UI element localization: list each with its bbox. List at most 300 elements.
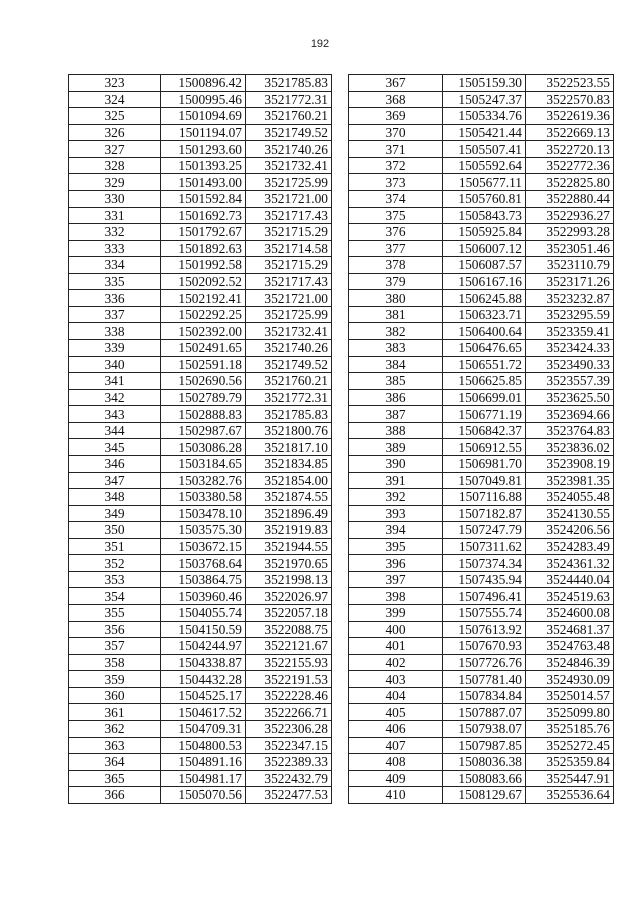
table-row [69,671,332,688]
x-coordinate-cell: 1505421.44 [443,124,526,141]
right-coordinate-table [348,74,614,804]
point-id-cell: 367 [349,75,443,92]
x-coordinate-cell: 1503282.76 [161,472,246,489]
x-coordinate-cell: 1504709.31 [161,720,246,737]
x-coordinate-cell: 1502292.25 [161,306,246,323]
table-row [69,505,332,522]
y-coordinate-cell: 3523625.50 [526,389,614,406]
point-id-cell: 372 [349,157,443,174]
table-row [349,224,614,241]
point-id-cell: 409 [349,770,443,787]
x-coordinate-cell: 1504891.16 [161,754,246,771]
x-coordinate-cell: 1502392.00 [161,323,246,340]
point-id-cell: 323 [69,75,161,92]
y-coordinate-cell: 3521715.29 [246,224,332,241]
point-id-cell: 344 [69,422,161,439]
table-row [349,571,614,588]
y-coordinate-cell: 3521749.52 [246,124,332,141]
x-coordinate-cell: 1503380.58 [161,489,246,506]
table-row [349,638,614,655]
point-id-cell: 393 [349,505,443,522]
table-row [349,157,614,174]
y-coordinate-cell: 3522389.33 [246,754,332,771]
point-id-cell: 361 [69,704,161,721]
table-row [69,290,332,307]
y-coordinate-cell: 3524283.49 [526,538,614,555]
table-row [69,240,332,257]
table-row [69,75,332,92]
y-coordinate-cell: 3523490.33 [526,356,614,373]
point-id-cell: 378 [349,257,443,274]
table-row [69,654,332,671]
x-coordinate-cell: 1507496.41 [443,588,526,605]
x-coordinate-cell: 1503086.28 [161,439,246,456]
y-coordinate-cell: 3521725.99 [246,174,332,191]
x-coordinate-cell: 1503478.10 [161,505,246,522]
y-coordinate-cell: 3523424.33 [526,340,614,357]
table-row [69,224,332,241]
table-row [349,323,614,340]
point-id-cell: 375 [349,207,443,224]
y-coordinate-cell: 3522477.53 [246,787,332,804]
x-coordinate-cell: 1502491.65 [161,340,246,357]
y-coordinate-cell: 3521732.41 [246,157,332,174]
point-id-cell: 396 [349,555,443,572]
x-coordinate-cell: 1500896.42 [161,75,246,92]
y-coordinate-cell: 3522880.44 [526,190,614,207]
y-coordinate-cell: 3521717.43 [246,207,332,224]
table-row [69,439,332,456]
y-coordinate-cell: 3524130.55 [526,505,614,522]
x-coordinate-cell: 1507670.93 [443,638,526,655]
table-row [69,588,332,605]
x-coordinate-cell: 1508083.66 [443,770,526,787]
point-id-cell: 365 [69,770,161,787]
table-row [69,787,332,804]
x-coordinate-cell: 1504244.97 [161,638,246,655]
y-coordinate-cell: 3522228.46 [246,687,332,704]
table-row [349,306,614,323]
y-coordinate-cell: 3524440.04 [526,571,614,588]
point-id-cell: 392 [349,489,443,506]
y-coordinate-cell: 3522026.97 [246,588,332,605]
table-row [69,522,332,539]
table-row [349,190,614,207]
table-row [349,522,614,539]
y-coordinate-cell: 3522088.75 [246,621,332,638]
table-row [69,273,332,290]
point-id-cell: 340 [69,356,161,373]
x-coordinate-cell: 1500995.46 [161,91,246,108]
y-coordinate-cell: 3521834.85 [246,455,332,472]
y-coordinate-cell: 3522720.13 [526,141,614,158]
table-row [349,588,614,605]
y-coordinate-cell: 3522619.36 [526,108,614,125]
point-id-cell: 383 [349,340,443,357]
point-id-cell: 325 [69,108,161,125]
x-coordinate-cell: 1507555.74 [443,605,526,622]
y-coordinate-cell: 3523232.87 [526,290,614,307]
y-coordinate-cell: 3523295.59 [526,306,614,323]
y-coordinate-cell: 3525099.80 [526,704,614,721]
x-coordinate-cell: 1507049.81 [443,472,526,489]
table-row [349,704,614,721]
point-id-cell: 385 [349,373,443,390]
x-coordinate-cell: 1501592.84 [161,190,246,207]
point-id-cell: 395 [349,538,443,555]
x-coordinate-cell: 1505677.11 [443,174,526,191]
y-coordinate-cell: 3524930.09 [526,671,614,688]
x-coordinate-cell: 1505843.73 [443,207,526,224]
table-row [69,174,332,191]
table-row [349,240,614,257]
table-row [349,654,614,671]
point-id-cell: 368 [349,91,443,108]
point-id-cell: 329 [69,174,161,191]
y-coordinate-cell: 3522347.15 [246,737,332,754]
table-row [349,489,614,506]
y-coordinate-cell: 3521721.00 [246,190,332,207]
y-coordinate-cell: 3521760.21 [246,108,332,125]
point-id-cell: 334 [69,257,161,274]
left-coordinate-table [68,74,332,804]
x-coordinate-cell: 1505334.76 [443,108,526,125]
x-coordinate-cell: 1507374.34 [443,555,526,572]
x-coordinate-cell: 1506625.85 [443,373,526,390]
table-row [69,356,332,373]
point-id-cell: 389 [349,439,443,456]
y-coordinate-cell: 3524763.48 [526,638,614,655]
x-coordinate-cell: 1506245.88 [443,290,526,307]
point-id-cell: 371 [349,141,443,158]
point-id-cell: 357 [69,638,161,655]
table-row [349,605,614,622]
x-coordinate-cell: 1507781.40 [443,671,526,688]
point-id-cell: 331 [69,207,161,224]
x-coordinate-cell: 1501194.07 [161,124,246,141]
x-coordinate-cell: 1501692.73 [161,207,246,224]
y-coordinate-cell: 3521944.55 [246,538,332,555]
table-row [69,340,332,357]
x-coordinate-cell: 1507247.79 [443,522,526,539]
x-coordinate-cell: 1505159.30 [443,75,526,92]
point-id-cell: 405 [349,704,443,721]
point-id-cell: 394 [349,522,443,539]
point-id-cell: 380 [349,290,443,307]
y-coordinate-cell: 3521919.83 [246,522,332,539]
x-coordinate-cell: 1502888.83 [161,406,246,423]
x-coordinate-cell: 1506842.37 [443,422,526,439]
table-row [69,207,332,224]
table-row [349,754,614,771]
point-id-cell: 369 [349,108,443,125]
x-coordinate-cell: 1506167.16 [443,273,526,290]
y-coordinate-cell: 3522306.28 [246,720,332,737]
table-row [349,290,614,307]
y-coordinate-cell: 3522993.28 [526,224,614,241]
table-row [349,406,614,423]
point-id-cell: 346 [69,455,161,472]
table-row [349,538,614,555]
point-id-cell: 363 [69,737,161,754]
point-id-cell: 359 [69,671,161,688]
x-coordinate-cell: 1505925.84 [443,224,526,241]
x-coordinate-cell: 1506771.19 [443,406,526,423]
table-row [69,489,332,506]
y-coordinate-cell: 3521715.29 [246,257,332,274]
x-coordinate-cell: 1504338.87 [161,654,246,671]
x-coordinate-cell: 1505592.64 [443,157,526,174]
table-row [69,406,332,423]
y-coordinate-cell: 3522523.55 [526,75,614,92]
point-id-cell: 324 [69,91,161,108]
point-id-cell: 364 [69,754,161,771]
x-coordinate-cell: 1502690.56 [161,373,246,390]
table-row [69,141,332,158]
table-row [349,621,614,638]
y-coordinate-cell: 3525359.84 [526,754,614,771]
x-coordinate-cell: 1504525.17 [161,687,246,704]
point-id-cell: 337 [69,306,161,323]
x-coordinate-cell: 1506007.12 [443,240,526,257]
x-coordinate-cell: 1502192.41 [161,290,246,307]
table-row [349,787,614,804]
table-row [69,605,332,622]
point-id-cell: 401 [349,638,443,655]
table-row [69,124,332,141]
table-row [349,373,614,390]
table-row [69,754,332,771]
x-coordinate-cell: 1501493.00 [161,174,246,191]
table-row [69,638,332,655]
table-row [349,356,614,373]
y-coordinate-cell: 3522570.83 [526,91,614,108]
point-id-cell: 382 [349,323,443,340]
y-coordinate-cell: 3524846.39 [526,654,614,671]
x-coordinate-cell: 1503768.64 [161,555,246,572]
point-id-cell: 342 [69,389,161,406]
y-coordinate-cell: 3521896.49 [246,505,332,522]
y-coordinate-cell: 3521785.83 [246,75,332,92]
point-id-cell: 354 [69,588,161,605]
x-coordinate-cell: 1505507.41 [443,141,526,158]
point-id-cell: 328 [69,157,161,174]
y-coordinate-cell: 3524206.56 [526,522,614,539]
point-id-cell: 379 [349,273,443,290]
x-coordinate-cell: 1504432.28 [161,671,246,688]
point-id-cell: 391 [349,472,443,489]
x-coordinate-cell: 1506323.71 [443,306,526,323]
y-coordinate-cell: 3524361.32 [526,555,614,572]
y-coordinate-cell: 3521854.00 [246,472,332,489]
y-coordinate-cell: 3525014.57 [526,687,614,704]
x-coordinate-cell: 1507887.07 [443,704,526,721]
point-id-cell: 377 [349,240,443,257]
x-coordinate-cell: 1503184.65 [161,455,246,472]
x-coordinate-cell: 1505070.56 [161,787,246,804]
y-coordinate-cell: 3523051.46 [526,240,614,257]
x-coordinate-cell: 1506087.57 [443,257,526,274]
x-coordinate-cell: 1507938.07 [443,720,526,737]
point-id-cell: 386 [349,389,443,406]
point-id-cell: 335 [69,273,161,290]
y-coordinate-cell: 3521785.83 [246,406,332,423]
x-coordinate-cell: 1507726.76 [443,654,526,671]
y-coordinate-cell: 3523836.02 [526,439,614,456]
table-row [69,190,332,207]
y-coordinate-cell: 3522191.53 [246,671,332,688]
point-id-cell: 408 [349,754,443,771]
x-coordinate-cell: 1501892.63 [161,240,246,257]
table-row [69,704,332,721]
y-coordinate-cell: 3521717.43 [246,273,332,290]
y-coordinate-cell: 3521714.58 [246,240,332,257]
y-coordinate-cell: 3524519.63 [526,588,614,605]
table-row [69,422,332,439]
x-coordinate-cell: 1503672.15 [161,538,246,555]
table-row [349,273,614,290]
x-coordinate-cell: 1504800.53 [161,737,246,754]
y-coordinate-cell: 3522772.36 [526,157,614,174]
x-coordinate-cell: 1506699.01 [443,389,526,406]
table-row [69,157,332,174]
x-coordinate-cell: 1503864.75 [161,571,246,588]
point-id-cell: 362 [69,720,161,737]
x-coordinate-cell: 1506912.55 [443,439,526,456]
table-row [349,124,614,141]
y-coordinate-cell: 3521740.26 [246,340,332,357]
y-coordinate-cell: 3524681.37 [526,621,614,638]
point-id-cell: 350 [69,522,161,539]
point-id-cell: 403 [349,671,443,688]
x-coordinate-cell: 1507435.94 [443,571,526,588]
point-id-cell: 406 [349,720,443,737]
point-id-cell: 398 [349,588,443,605]
point-id-cell: 326 [69,124,161,141]
y-coordinate-cell: 3521721.00 [246,290,332,307]
point-id-cell: 388 [349,422,443,439]
y-coordinate-cell: 3523557.39 [526,373,614,390]
table-row [349,671,614,688]
table-row [69,455,332,472]
y-coordinate-cell: 3523171.26 [526,273,614,290]
y-coordinate-cell: 3524055.48 [526,489,614,506]
y-coordinate-cell: 3522155.93 [246,654,332,671]
table-row [69,306,332,323]
y-coordinate-cell: 3521725.99 [246,306,332,323]
point-id-cell: 348 [69,489,161,506]
table-row [69,555,332,572]
x-coordinate-cell: 1501992.58 [161,257,246,274]
y-coordinate-cell: 3522057.18 [246,605,332,622]
y-coordinate-cell: 3524600.08 [526,605,614,622]
point-id-cell: 407 [349,737,443,754]
point-id-cell: 341 [69,373,161,390]
table-row [69,621,332,638]
x-coordinate-cell: 1501094.69 [161,108,246,125]
y-coordinate-cell: 3522936.27 [526,207,614,224]
point-id-cell: 336 [69,290,161,307]
y-coordinate-cell: 3521998.13 [246,571,332,588]
point-id-cell: 373 [349,174,443,191]
table-row [69,538,332,555]
y-coordinate-cell: 3522825.80 [526,174,614,191]
x-coordinate-cell: 1501393.25 [161,157,246,174]
point-id-cell: 332 [69,224,161,241]
y-coordinate-cell: 3521760.21 [246,373,332,390]
x-coordinate-cell: 1506400.64 [443,323,526,340]
table-row [69,720,332,737]
point-id-cell: 387 [349,406,443,423]
point-id-cell: 397 [349,571,443,588]
table-row [349,455,614,472]
x-coordinate-cell: 1504981.17 [161,770,246,787]
table-row [69,108,332,125]
table-row [69,91,332,108]
x-coordinate-cell: 1504150.59 [161,621,246,638]
y-coordinate-cell: 3523908.19 [526,455,614,472]
point-id-cell: 349 [69,505,161,522]
table-row [69,389,332,406]
point-id-cell: 352 [69,555,161,572]
point-id-cell: 339 [69,340,161,357]
table-row [349,737,614,754]
point-id-cell: 353 [69,571,161,588]
point-id-cell: 351 [69,538,161,555]
y-coordinate-cell: 3521732.41 [246,323,332,340]
point-id-cell: 400 [349,621,443,638]
table-row [349,141,614,158]
x-coordinate-cell: 1505247.37 [443,91,526,108]
x-coordinate-cell: 1507116.88 [443,489,526,506]
table-row [349,257,614,274]
y-coordinate-cell: 3525447.91 [526,770,614,787]
x-coordinate-cell: 1506551.72 [443,356,526,373]
y-coordinate-cell: 3521772.31 [246,91,332,108]
x-coordinate-cell: 1508036.38 [443,754,526,771]
point-id-cell: 399 [349,605,443,622]
x-coordinate-cell: 1501293.60 [161,141,246,158]
table-row [349,340,614,357]
y-coordinate-cell: 3521970.65 [246,555,332,572]
x-coordinate-cell: 1504617.52 [161,704,246,721]
point-id-cell: 333 [69,240,161,257]
point-id-cell: 384 [349,356,443,373]
x-coordinate-cell: 1507182.87 [443,505,526,522]
y-coordinate-cell: 3521874.55 [246,489,332,506]
y-coordinate-cell: 3523359.41 [526,323,614,340]
table-row [349,108,614,125]
point-id-cell: 390 [349,455,443,472]
point-id-cell: 374 [349,190,443,207]
table-row [349,75,614,92]
x-coordinate-cell: 1506476.65 [443,340,526,357]
y-coordinate-cell: 3523981.35 [526,472,614,489]
x-coordinate-cell: 1507987.85 [443,737,526,754]
point-id-cell: 343 [69,406,161,423]
page-number: 192 [310,38,330,50]
y-coordinate-cell: 3522121.67 [246,638,332,655]
x-coordinate-cell: 1507834.84 [443,687,526,704]
y-coordinate-cell: 3525185.76 [526,720,614,737]
point-id-cell: 338 [69,323,161,340]
y-coordinate-cell: 3521749.52 [246,356,332,373]
x-coordinate-cell: 1508129.67 [443,787,526,804]
point-id-cell: 410 [349,787,443,804]
point-id-cell: 370 [349,124,443,141]
table-row [349,555,614,572]
y-coordinate-cell: 3521817.10 [246,439,332,456]
